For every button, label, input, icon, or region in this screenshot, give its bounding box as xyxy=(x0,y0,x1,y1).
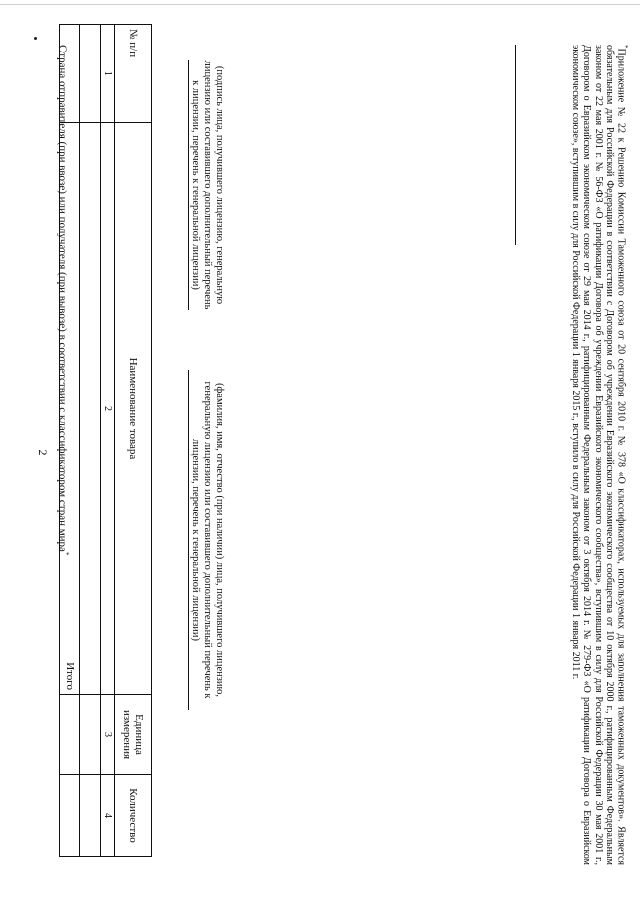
table-cell[interactable] xyxy=(60,695,80,775)
goods-table xyxy=(59,24,152,857)
table-total-row xyxy=(60,25,80,857)
footnote-reference: * xyxy=(62,551,70,556)
footnote-mark: * xyxy=(621,45,629,49)
total-label: Итого xyxy=(60,122,80,694)
table-cell[interactable] xyxy=(60,775,80,857)
table-cell[interactable] xyxy=(80,775,100,857)
header-cell-unit: Единица измерения xyxy=(114,695,151,775)
column-number: 4 xyxy=(100,775,114,857)
header-cell-goods-name: Наименование товара xyxy=(114,122,151,694)
page-number: 2 xyxy=(36,449,50,456)
column-number: 2 xyxy=(100,122,114,694)
table-row xyxy=(80,25,100,857)
header-cell-quantity: Количество xyxy=(114,775,151,857)
name-caption: (фамилия, имя, отчество (при наличии) лица, получившего лицензию, генеральную лицензию или составившего дополнительный перечень к лицензии, перечень к генеральной лицензии) xyxy=(190,381,225,699)
column-number: 1 xyxy=(100,25,114,123)
form-title-text: Страна отправителя (при ввозе) или получателя (при вывозе) в соответствии с классификатором стран мира xyxy=(56,45,69,552)
footnote-text: Приложение № 22 к Решению Комиссии Таможенного союза от 20 сентября 2010 г. № 378 «О классификаторах, используемых для заполнения таможенных документов». Является обязательным для Российской Федерации в соответствии с Договором об учреждении Евразийского экономического сообщества от 10 октября 2000 г., ратифицированным Федеральным законом от 22 мая 2001 г. № 56-ФЗ «О ратификации Договора об учреждении Евразийского экономического сообщества», вступившим в силу для Российской Федерации 30 мая 2001 г., Договором о Евразийском экономическом союзе от 29 мая 2014 г., ратифицированным Федеральным законом от 3 октября 2014 г. № 279-ФЗ «О ратификации Договора о Евразийском экономическом союзе», вступившим в силу для Российской Федерации 1 января 2015 г., вступило в силу для Российской Федерации 1 января 2011 г. xyxy=(569,45,627,865)
table-cell[interactable] xyxy=(80,695,100,775)
column-number: 3 xyxy=(100,695,114,775)
header-cell-number: № п/п xyxy=(114,25,151,123)
footnote xyxy=(569,45,630,865)
table-cell[interactable] xyxy=(80,122,100,694)
table-cell xyxy=(60,25,80,123)
table-header-row xyxy=(114,25,151,857)
table-cell[interactable] xyxy=(80,25,100,123)
column-number-row xyxy=(100,25,114,857)
signature-caption: (подпись лица, получившего лицензию, генеральную лицензию или составившего дополнительный перечень к лицензии, перечень к генеральной лицензии) xyxy=(190,60,225,310)
footnote-separator xyxy=(515,45,516,245)
